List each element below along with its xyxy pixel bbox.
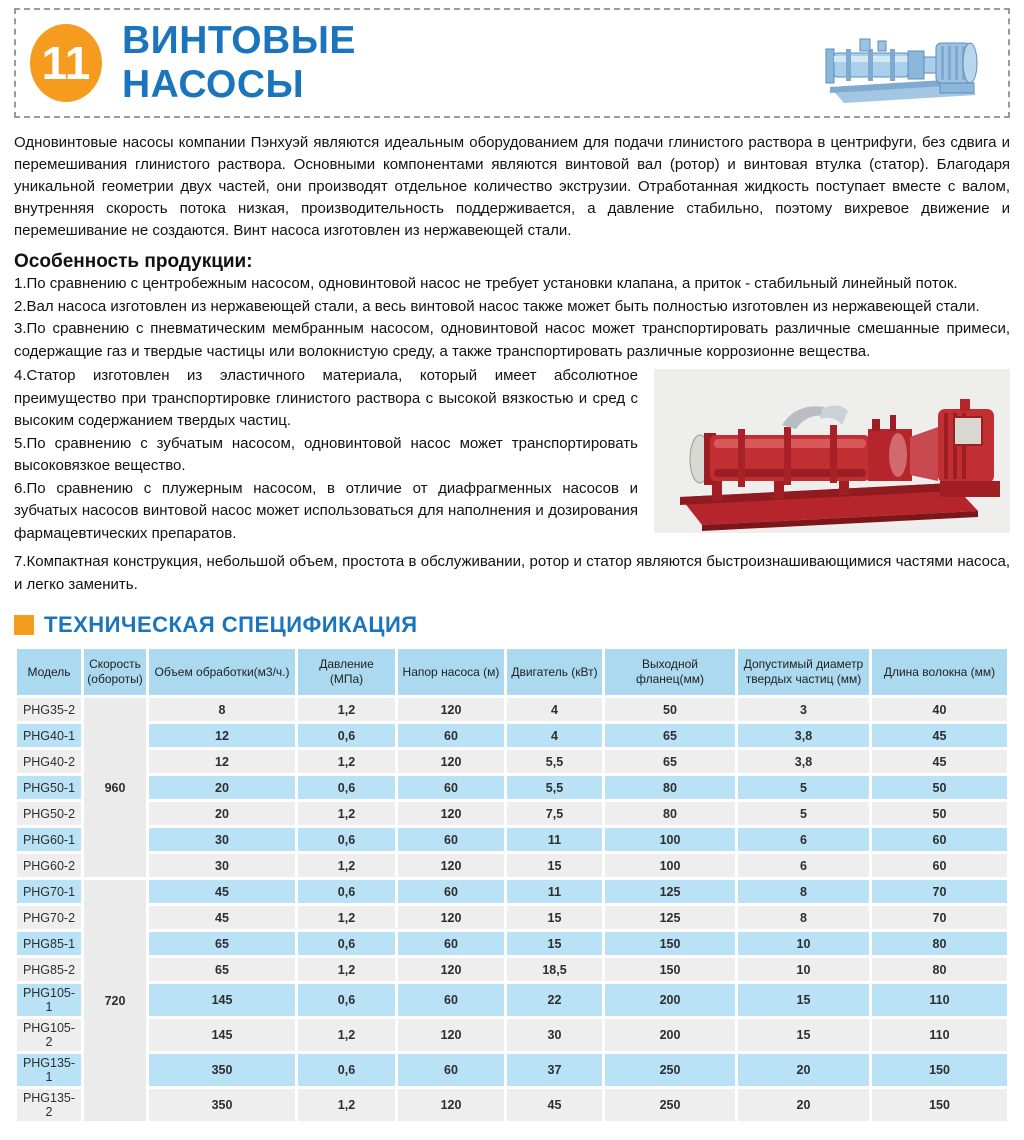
model-cell: PHG60-1	[17, 828, 81, 851]
value-cell: 3,8	[738, 750, 869, 773]
value-cell: 65	[149, 932, 295, 955]
value-cell: 110	[872, 984, 1007, 1016]
model-cell: PHG105-2	[17, 1019, 81, 1051]
value-cell: 150	[605, 958, 735, 981]
table-row	[17, 1054, 1007, 1086]
value-cell: 350	[149, 1054, 295, 1086]
value-cell: 200	[605, 984, 735, 1016]
model-cell: PHG35-2	[17, 698, 81, 721]
col-header-speed: Скорость (обороты)	[84, 649, 146, 695]
value-cell: 15	[507, 906, 602, 929]
value-cell: 1,2	[298, 854, 395, 877]
model-cell: PHG135-2	[17, 1089, 81, 1121]
value-cell: 45	[149, 906, 295, 929]
value-cell: 60	[398, 828, 504, 851]
value-cell: 60	[398, 984, 504, 1016]
page-title: ВИНТОВЫЕ НАСОСЫ	[122, 19, 356, 106]
model-cell: PHG60-2	[17, 854, 81, 877]
value-cell: 45	[149, 880, 295, 903]
section-number-badge	[30, 24, 102, 102]
table-row	[17, 1089, 1007, 1121]
intro-paragraph: Одновинтовые насосы компании Пэнхуэй являются идеальным оборудованием для подачи глинистого раствора в центрифуги, без сдвига и перемешивания глинистого раствора. Основными компонентами являются винтовой вал (ротор) и винтовая втулка (статор). Благодаря уникальной геометрии двух частей, они производят отдельное количество экструзии. Отработанная жидкость поступает вместе с валом, внутренняя скорость потока низкая, производительность поддерживается, а давление стабильно, поэтому вихревое движение и перемешивание не создаются. Винт насоса изготовлен из нержавеющей стали.	[14, 134, 1010, 239]
value-cell: 45	[507, 1089, 602, 1121]
spec-table-body	[17, 698, 1007, 1121]
model-cell: PHG40-1	[17, 724, 81, 747]
value-cell: 0,6	[298, 1054, 395, 1086]
value-cell: 50	[872, 802, 1007, 825]
table-row	[17, 880, 1007, 903]
value-cell: 125	[605, 880, 735, 903]
value-cell: 15	[507, 932, 602, 955]
value-cell: 1,2	[298, 958, 395, 981]
value-cell: 145	[149, 1019, 295, 1051]
value-cell: 3,8	[738, 724, 869, 747]
value-cell: 20	[149, 776, 295, 799]
value-cell: 1,2	[298, 802, 395, 825]
value-cell: 70	[872, 880, 1007, 903]
value-cell: 150	[872, 1089, 1007, 1121]
table-row	[17, 828, 1007, 851]
model-cell: PHG70-1	[17, 880, 81, 903]
value-cell: 120	[398, 1019, 504, 1051]
value-cell: 100	[605, 828, 735, 851]
value-cell: 15	[507, 854, 602, 877]
value-cell: 150	[872, 1054, 1007, 1086]
col-header-particle: Допустимый диаметр твердых частиц (мм)	[738, 649, 869, 695]
value-cell: 60	[872, 828, 1007, 851]
value-cell: 0,6	[298, 724, 395, 747]
model-cell: PHG70-2	[17, 906, 81, 929]
value-cell: 0,6	[298, 880, 395, 903]
feature-item-3: 3.По сравнению с пневматическим мембранным насосом, одновинтовой насос может транспортировать различные смешанные примеси, содержащие газ и твердые частицы или волокнистую среду, а также транспортировать различные коррозионне вещества.	[14, 320, 1010, 360]
value-cell: 1,2	[298, 906, 395, 929]
value-cell: 150	[605, 932, 735, 955]
value-cell: 250	[605, 1089, 735, 1121]
value-cell: 45	[872, 750, 1007, 773]
value-cell: 37	[507, 1054, 602, 1086]
table-row	[17, 776, 1007, 799]
value-cell: 20	[738, 1054, 869, 1086]
value-cell: 5,5	[507, 750, 602, 773]
table-row	[17, 984, 1007, 1016]
model-cell: PHG85-2	[17, 958, 81, 981]
value-cell: 80	[605, 802, 735, 825]
blue-pump-image	[812, 13, 990, 114]
value-cell: 120	[398, 698, 504, 721]
value-cell: 12	[149, 724, 295, 747]
features-heading: Особенность продукции:	[14, 251, 253, 272]
value-cell: 60	[398, 776, 504, 799]
speed-cell: 720	[84, 880, 146, 1121]
value-cell: 200	[605, 1019, 735, 1051]
feature-item-1: 1.По сравнению с центробежным насосом, одновинтовой насос не требует установки клапана, а приток - стабильный линейный поток.	[14, 275, 958, 292]
value-cell: 11	[507, 880, 602, 903]
value-cell: 50	[605, 698, 735, 721]
value-cell: 0,6	[298, 932, 395, 955]
value-cell: 8	[149, 698, 295, 721]
value-cell: 10	[738, 958, 869, 981]
value-cell: 60	[398, 724, 504, 747]
value-cell: 70	[872, 906, 1007, 929]
value-cell: 120	[398, 958, 504, 981]
value-cell: 1,2	[298, 1019, 395, 1051]
value-cell: 100	[605, 854, 735, 877]
value-cell: 120	[398, 854, 504, 877]
value-cell: 20	[149, 802, 295, 825]
section-number: 11	[41, 37, 91, 89]
value-cell: 40	[872, 698, 1007, 721]
value-cell: 120	[398, 1089, 504, 1121]
model-cell: PHG135-1	[17, 1054, 81, 1086]
spec-section-heading	[14, 612, 1010, 638]
table-row	[17, 724, 1007, 747]
value-cell: 60	[398, 1054, 504, 1086]
value-cell: 8	[738, 906, 869, 929]
value-cell: 1,2	[298, 698, 395, 721]
value-cell: 65	[605, 724, 735, 747]
red-pump-image	[654, 369, 1010, 533]
value-cell: 125	[605, 906, 735, 929]
value-cell: 0,6	[298, 984, 395, 1016]
value-cell: 10	[738, 932, 869, 955]
value-cell: 120	[398, 802, 504, 825]
speed-cell: 960	[84, 698, 146, 877]
value-cell: 20	[738, 1089, 869, 1121]
table-row	[17, 750, 1007, 773]
value-cell: 30	[507, 1019, 602, 1051]
value-cell: 80	[605, 776, 735, 799]
value-cell: 60	[398, 880, 504, 903]
feature-item-4: 4.Статор изготовлен из эластичного материала, который имеет абсолютное преимущество при транспортировке глинистого раствора с высокой вязкостью и сред с высоким содержанием твердых частиц.	[14, 367, 638, 429]
col-header-flange: Выходной фланец(мм)	[605, 649, 735, 695]
value-cell: 6	[738, 828, 869, 851]
value-cell: 11	[507, 828, 602, 851]
value-cell: 120	[398, 750, 504, 773]
feature-item-6: 6.По сравнению с плужерным насосом, в отличие от диафрагменных насосов и зубчатых насосов винтовой насос может использоваться для наполнения и дозирования фармацевтических препаратов.	[14, 479, 638, 542]
table-row	[17, 802, 1007, 825]
spec-table-header	[17, 649, 1007, 695]
model-cell: PHG50-1	[17, 776, 81, 799]
value-cell: 1,2	[298, 750, 395, 773]
header-banner	[14, 8, 1010, 118]
model-cell: PHG40-2	[17, 750, 81, 773]
table-row	[17, 698, 1007, 721]
features-with-photo	[14, 365, 1010, 596]
value-cell: 60	[398, 932, 504, 955]
value-cell: 15	[738, 1019, 869, 1051]
value-cell: 145	[149, 984, 295, 1016]
value-cell: 350	[149, 1089, 295, 1121]
value-cell: 3	[738, 698, 869, 721]
value-cell: 45	[872, 724, 1007, 747]
model-cell: PHG85-1	[17, 932, 81, 955]
feature-item-5: 5.По сравнению с зубчатым насосом, одновинтовой насос может транспортировать высоковязкое вещество.	[14, 434, 638, 474]
value-cell: 65	[149, 958, 295, 981]
value-cell: 12	[149, 750, 295, 773]
value-cell: 6	[738, 854, 869, 877]
value-cell: 120	[398, 906, 504, 929]
spec-table	[14, 646, 1010, 1124]
value-cell: 250	[605, 1054, 735, 1086]
col-header-model: Модель	[17, 649, 81, 695]
value-cell: 4	[507, 724, 602, 747]
col-header-pressure: Давление (МПа)	[298, 649, 395, 695]
table-row	[17, 1019, 1007, 1051]
value-cell: 60	[872, 854, 1007, 877]
value-cell: 50	[872, 776, 1007, 799]
value-cell: 4	[507, 698, 602, 721]
value-cell: 7,5	[507, 802, 602, 825]
value-cell: 110	[872, 1019, 1007, 1051]
spec-heading-text: ТЕХНИЧЕСКАЯ СПЕЦИФИКАЦИЯ	[44, 612, 418, 637]
value-cell: 65	[605, 750, 735, 773]
table-row	[17, 958, 1007, 981]
feature-item-2: 2.Вал насоса изготовлен из нержавеющей стали, а весь винтовой насос также может быть полностью изготовлен из нержавеющей стали.	[14, 297, 980, 315]
value-cell: 18,5	[507, 958, 602, 981]
col-header-volume: Объем обработки(м3/ч.)	[149, 649, 295, 695]
value-cell: 0,6	[298, 828, 395, 851]
col-header-fiber: Длина волокна (мм)	[872, 649, 1007, 695]
value-cell: 8	[738, 880, 869, 903]
table-row	[17, 932, 1007, 955]
value-cell: 80	[872, 958, 1007, 981]
table-row	[17, 906, 1007, 929]
feature-item-7: 7.Компактная конструкция, небольшой объем, простота в обслуживании, ротор и статор являются быстроизнашивающимися частями насоса, и легко заменить.	[14, 553, 1010, 593]
value-cell: 15	[738, 984, 869, 1016]
value-cell: 1,2	[298, 1089, 395, 1121]
table-row	[17, 854, 1007, 877]
orange-square-bullet-icon	[14, 615, 34, 635]
value-cell: 30	[149, 854, 295, 877]
value-cell: 80	[872, 932, 1007, 955]
value-cell: 5	[738, 802, 869, 825]
value-cell: 30	[149, 828, 295, 851]
col-header-motor: Двигатель (кВт)	[507, 649, 602, 695]
col-header-head: Напор насоса (м)	[398, 649, 504, 695]
value-cell: 5	[738, 776, 869, 799]
model-cell: PHG105-1	[17, 984, 81, 1016]
value-cell: 5,5	[507, 776, 602, 799]
value-cell: 22	[507, 984, 602, 1016]
model-cell: PHG50-2	[17, 802, 81, 825]
value-cell: 0,6	[298, 776, 395, 799]
